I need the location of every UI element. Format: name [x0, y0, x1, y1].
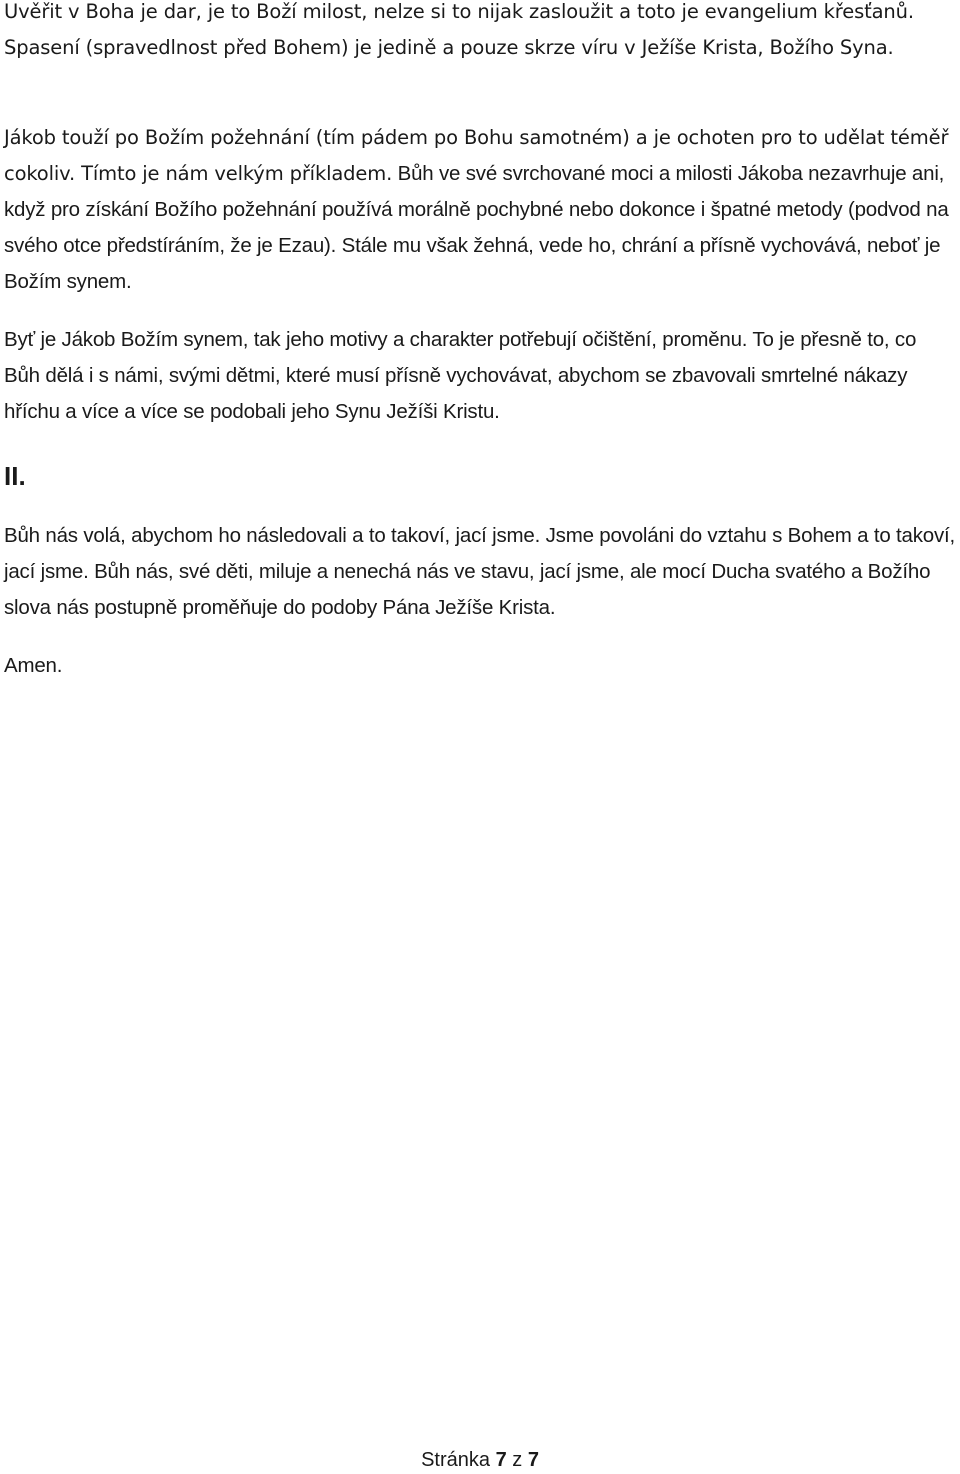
- current-page-number: 7: [495, 1449, 507, 1471]
- total-pages-number: 7: [527, 1449, 539, 1471]
- page-label: Stránka: [421, 1449, 490, 1471]
- paragraph-character: Byť je Jákob Božím synem, tak jeho motivy a charakter potřebují očištění, proměnu. To je přesně to, co Bůh dělá i s námi, svými dětmi, které musí přísně vychovávat, abychom se zbavovali smrtelné nákazy hříchu a více a více se podobali jeho Synu Ježíši Kristu.: [4, 328, 917, 423]
- page-separator: z: [512, 1449, 523, 1471]
- paragraph-calling: Bůh nás volá, abychom ho následovali a to takoví, jací jsme. Jsme povoláni do vztahu s Bohem a to takoví, jací jsme. Bůh nás, své děti, miluje a nenechá nás ve stavu, jací jsme, ale mocí Ducha svatého a Božího slova nás postupně proměňuje do podoby Pána Ježíše Krista.: [4, 524, 955, 619]
- paragraph-amen: Amen.: [4, 654, 63, 677]
- page-footer: [0, 1446, 960, 1474]
- paragraph-jakob-rest: Bůh ve své svrchované moci a milosti Jákoba nezavrhuje ani, když pro získání Božího požehnání používá morálně pochybné nebo dokonce i špatné metody (podvod na svého otce předstíráním, že je Ezau). Stále mu však žehná, vede ho, chrání a přísně vychovává, neboť je Božím synem.: [4, 162, 949, 293]
- section-heading: II.: [4, 461, 26, 491]
- paragraph-jakob-lead: Jákob touží po Božím požehnání (tím pádem po Bohu samotném) a je ochoten pro to udělat téměř cokoliv. Tímto je nám velkým příkladem.: [4, 126, 949, 185]
- paragraph-jakob: [4, 120, 956, 300]
- paragraph-intro: Uvěřit v Boha je dar, je to Boží milost, nelze si to nijak zasloužit a toto je evangelium křesťanů. Spasení (spravedlnost před Bohem) je jedině a pouze skrze víru v Ježíše Krista, Božího Syna.: [4, 0, 914, 59]
